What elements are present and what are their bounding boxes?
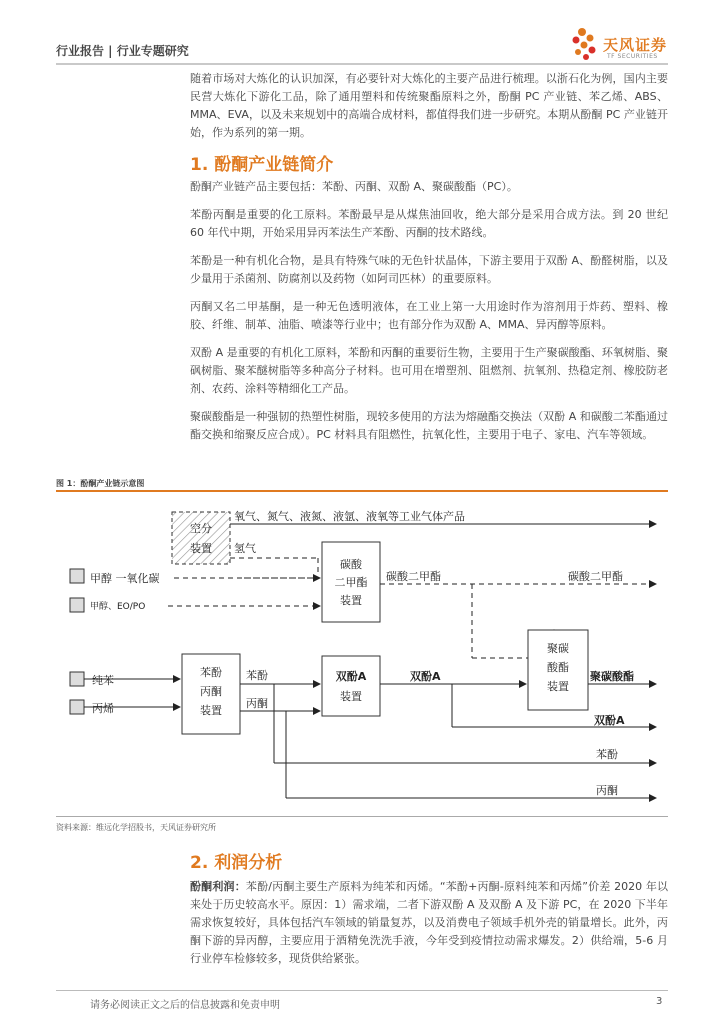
- bpa-out-label: 双酚A: [594, 714, 625, 727]
- pc-label-1: 聚碳: [547, 642, 569, 655]
- pc-label-2: 酸酯: [547, 661, 569, 674]
- section1-body: [190, 178, 668, 444]
- section2-body: [190, 878, 668, 968]
- dmc-mid-label: 碳酸二甲酯: [386, 570, 441, 583]
- input-box-methanol-eo: [70, 598, 84, 612]
- paragraph: 聚碳酸酯是一种强韧的热塑性树脂，现较多使用的方法为熔融酯交换法（双酚 A 和碳酸二苯酯通过酯交换和缩聚反应合成）。PC 材料具有阻燃性，抗氧化性，主要用于电子、家电、汽车等领域。: [190, 410, 668, 441]
- paragraph: 双酚 A 是重要的有机化工原料，苯酚和丙酮的重要衍生物，主要用于生产聚碳酸酯、环氧树脂、聚砜树脂、聚苯醚树脂等多种高分子材料。也可用在增塑剂、阻燃剂、抗氧剂、热稳定剂、橡胶防老剂、农药、涂料等精细化工产品。: [190, 346, 668, 395]
- paragraph: 酚酮产业链产品主要包括：苯酚、丙酮、双酚 A、聚碳酸酯（PC）。: [190, 180, 518, 193]
- footer-divider: [56, 990, 668, 991]
- intro-block: [190, 70, 668, 142]
- bpa-label-1: 双酚A: [335, 670, 367, 683]
- dmc-label-3: 装置: [340, 594, 362, 607]
- phenol-mid-label: 苯酚: [246, 669, 268, 682]
- paragraph: 苯酚丙酮是重要的化工原料。苯酚最早是从煤焦油回收，绝大部分是采用合成方法。到 20 世纪 60 年代中期，开始采用异丙苯法生产苯酚、丙酮的技术路线。: [190, 208, 668, 239]
- dmc-label-1: 碳酸: [340, 558, 362, 571]
- paragraph: [190, 878, 668, 968]
- methanol-co-label: 甲醇 一氧化碳: [90, 572, 160, 585]
- pa-label-1: 苯酚: [200, 666, 222, 679]
- pa-label-2: 丙酮: [200, 685, 222, 698]
- footer-disclaimer: 请务必阅读正文之后的信息披露和免责申明: [90, 1000, 280, 1011]
- acetone-mid-label: 丙酮: [246, 697, 268, 710]
- logo-name: 天风证券: [603, 36, 668, 54]
- section-heading-2: 2. 利润分析: [190, 853, 283, 873]
- figure-title: 图 1：酚酮产业链示意图: [56, 479, 145, 488]
- logo-subtitle: TF SECURITIES: [607, 53, 658, 60]
- input-box-benzene: [70, 672, 84, 686]
- hydrogen-label: 氢气: [234, 542, 256, 555]
- pa-label-3: 装置: [200, 704, 222, 717]
- air-sep-label-1: 空分: [190, 522, 212, 535]
- air-sep-label-2: 装置: [190, 542, 212, 555]
- page-number: 3: [656, 996, 663, 1007]
- paragraph-lead: 酚酮利润：: [190, 880, 246, 893]
- acetone-out-label: 丙酮: [596, 784, 618, 797]
- section-heading-1: 1. 酚酮产业链简介: [190, 155, 334, 175]
- intro-paragraph: 随着市场对大炼化的认识加深，有必要针对大炼化的主要产品进行梳理。以浙石化为例，国内主要民营大炼化下游化工品，除了通用塑料和传统聚酯原料之外，酚酮 PC 产业链、苯乙烯、ABS、MMA、EVA，以及未来规划中的高端合成材料，都值得我们进一步研究。本期从酚酮 PC 产业链开始，作为系列的第一期。: [190, 72, 668, 139]
- bpa-label-2: 装置: [340, 690, 362, 703]
- dmc-out-label: 碳酸二甲酯: [568, 570, 623, 583]
- figure-bottom-rule: [56, 816, 668, 817]
- propylene-label: 丙烯: [92, 702, 114, 715]
- bpa-mid-label: 双酚A: [410, 670, 441, 683]
- benzene-label: 纯苯: [92, 674, 114, 687]
- logo-mark-icon: [570, 26, 600, 66]
- gas-products-label: 氧气、氮气、液氮、液氩、液氧等工业气体产品: [234, 510, 465, 523]
- figure-top-rule: [56, 490, 668, 492]
- dmc-label-2: 二甲酯: [334, 576, 368, 589]
- input-box-propylene: [70, 700, 84, 714]
- phenol-acetone-chain-diagram: [56, 496, 668, 812]
- report-category: 行业报告 | 行业专题研究: [56, 44, 189, 58]
- paragraph-text: 苯酚/丙酮主要生产原料为纯苯和丙烯。“苯酚+丙酮-原料纯苯和丙烯”价差 2020 年以来处于历史较高水平。原因：1）需求端，二者下游双酚 A 及双酚 A 及下游 PC，在 2020 下半年需求恢复较好，具体包括汽车领域的销量复苏，以及消费电子领域手机外壳的销量增长。此外，丙酮下游的异丙醇，主要应用于酒精免洗洗手液，今年受到疫情拉动需求爆发。2）供给端，5-6 月行业停车检修较多，现货供给紧张。: [190, 880, 669, 965]
- phenol-out-label: 苯酚: [596, 748, 618, 761]
- pc-label-3: 装置: [547, 680, 569, 693]
- paragraph: 苯酚是一种有机化合物，是具有特殊气味的无色针状晶体，下游主要用于双酚 A、酚醛树脂，以及少量用于杀菌剂、防腐剂以及药物（如阿司匹林）的重要原料。: [190, 254, 668, 285]
- pc-out-label: 聚碳酸酯: [590, 670, 634, 683]
- figure-source: 资料来源：维远化学招股书，天风证券研究所: [56, 823, 216, 832]
- methanol-eo-label: 甲醇、EO/PO: [90, 602, 146, 612]
- input-box-methanol-co: [70, 569, 84, 583]
- paragraph: 丙酮又名二甲基酮，是一种无色透明液体，在工业上第一大用途时作为溶剂用于炸药、塑料、橡胶、纤维、制革、油脂、喷漆等行业中；也有部分作为双酚 A、MMA、异丙醇等原料。: [190, 300, 668, 331]
- header-divider: [56, 63, 668, 65]
- company-logo: [570, 26, 690, 66]
- bpa-unit: [322, 656, 380, 716]
- air-separation-unit: [172, 512, 230, 564]
